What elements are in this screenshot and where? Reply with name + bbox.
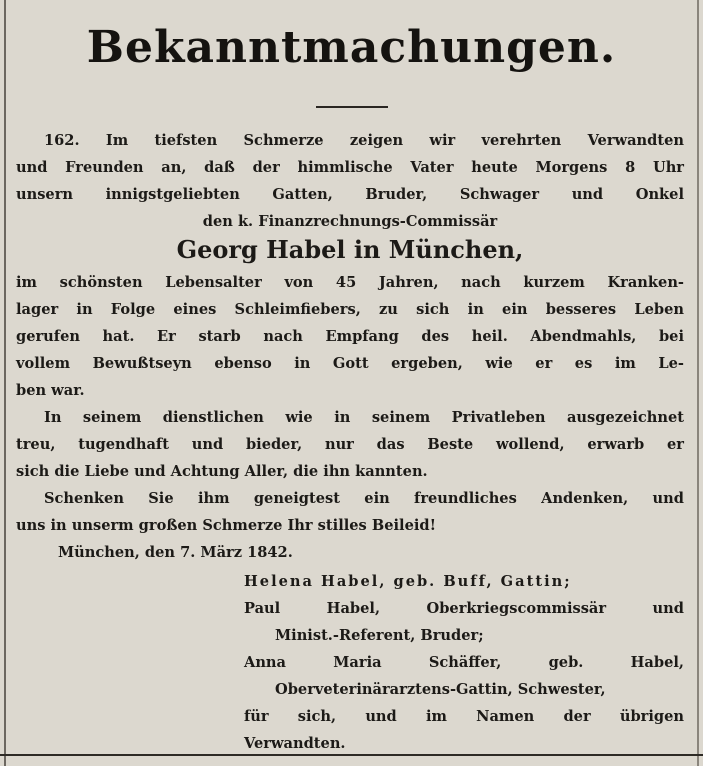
column-rule-bottom xyxy=(0,754,703,756)
signatory-widow: Helena Habel, geb. Buff, Gattin; xyxy=(244,573,572,590)
notice-line-14: Schenken Sie ihm geneigtest ein freundliches Andenken, und xyxy=(44,490,684,507)
notice-line-13: sich die Liebe und Achtung Aller, die ihn kannten. xyxy=(16,463,428,480)
notice-line-15: uns in unserm großen Schmerze Ihr stilles Beileid! xyxy=(16,517,437,534)
notice-line-1: 162. Im tiefsten Schmerze zeigen wir verehrten Verwandten xyxy=(44,132,684,149)
signatory-relatives: Verwandten. xyxy=(244,735,346,752)
signatory-brother-title: Minist.-Referent, Bruder; xyxy=(275,627,484,644)
notice-line-3: unsern innigstgeliebten Gatten, Bruder, Schwager und Onkel xyxy=(16,186,684,203)
deceased-name: Georg Habel in München, xyxy=(176,235,524,264)
signatory-family-line: für sich, und im Namen der übrigen xyxy=(244,708,684,725)
deceased-title: den k. Finanzrechnungs-Commissär xyxy=(202,213,498,230)
signatory-sister-title: Oberveterinärarztens-Gattin, Schwester, xyxy=(275,681,606,698)
notice-line-7: lager in Folge eines Schleimfiebers, zu sich in ein besseres Leben xyxy=(16,301,684,318)
notice-line-12: treu, tugendhaft und bieder, nur das Beste wollend, erwarb er xyxy=(16,436,684,453)
notice-line-9: vollem Bewußtseyn ebenso in Gott ergeben, wie er es im Le- xyxy=(16,355,684,372)
heading-underline xyxy=(316,106,388,108)
section-heading: Bekanntmachungen. xyxy=(86,22,617,73)
column-rule-right xyxy=(697,0,699,766)
signatory-sister: Anna Maria Schäffer, geb. Habel, xyxy=(244,654,684,671)
notice-line-8: gerufen hat. Er starb nach Empfang des heil. Abendmahls, bei xyxy=(16,328,684,345)
notice-line-2: und Freunden an, daß der himmlische Vater heute Morgens 8 Uhr xyxy=(16,159,684,176)
signatory-brother: Paul Habel, Oberkriegscommissär und xyxy=(244,600,684,617)
dateline: München, den 7. März 1842. xyxy=(58,544,293,561)
notice-line-6: im schönsten Lebensalter von 45 Jahren, nach kurzem Kranken- xyxy=(16,274,684,291)
notice-line-11: In seinem dienstlichen wie in seinem Privatleben ausgezeichnet xyxy=(44,409,684,426)
column-rule-left xyxy=(4,0,6,766)
notice-line-10: ben war. xyxy=(16,382,85,399)
